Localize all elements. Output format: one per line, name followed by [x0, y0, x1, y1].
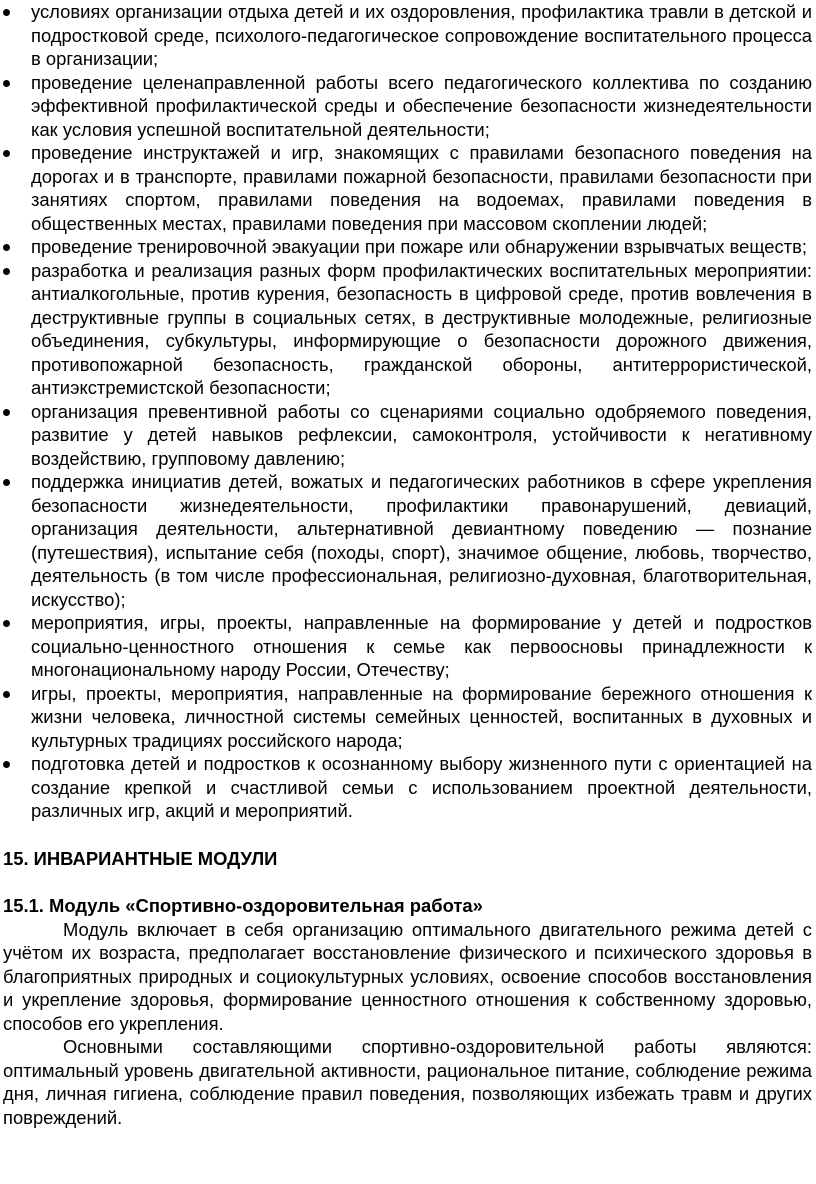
- bullet-icon: [3, 268, 10, 275]
- bullet-icon: [3, 761, 10, 768]
- list-item: [3, 470, 812, 611]
- bullet-icon: [3, 150, 10, 157]
- list-item: [3, 259, 812, 400]
- bullet-icon: [3, 691, 10, 698]
- list-item: [3, 611, 812, 682]
- list-item: [3, 0, 812, 71]
- subsection-heading: 15.1. Модуль «Спортивно-оздоровительная работа»: [3, 895, 483, 916]
- bullet-icon: [3, 9, 10, 16]
- list-item-text: проведение целенаправленной работы всего педагогического коллектива по созданию эффективной профилактической среды и обеспечение безопасности жизнедеятельности как условия успешной воспитательной деятельности;: [31, 71, 812, 140]
- list-item-text: проведение тренировочной эвакуации при пожаре или обнаружении взрывчатых веществ;: [31, 236, 807, 257]
- list-item-text: подготовка детей и подростков к осознанному выбору жизненного пути с ориентацией на создание крепкой и счастливой семьи с использованием проектной деятельности, различных игр, акций и мероприятий.: [31, 753, 812, 821]
- bullet-icon: [3, 80, 10, 87]
- section-heading: 15. ИНВАРИАНТНЫЕ МОДУЛИ: [3, 847, 278, 869]
- body-paragraph: Основными составляющими спортивно-оздоровительной работы являются: оптимальный уровень двигательной активности, рациональное питание, соблюдение режима дня, личная гигиена, соблюдение правил поведения, позволяющих избежать травм и других повреждений.: [3, 1036, 812, 1128]
- list-item-text: условиях организации отдыха детей и их оздоровления, профилактика травли в детской и подростковой среде, психолого-педагогическое сопровождение воспитательного процесса в организации;: [31, 1, 812, 69]
- list-item: [3, 235, 812, 259]
- list-item: [3, 682, 812, 753]
- list-item-text: поддержка инициатив детей, вожатых и педагогических работников в сфере укрепления безопасности жизнедеятельности, профилактики правонарушений, девиаций, организация деятельности, альтернативной девиантному поведению — познание (путешествия), испытание себя (походы, спорт), значимое общение, любовь, творчество, деятельность (в том числе профессиональная, религиозно-духовная, благотворительная, искусство);: [31, 471, 812, 610]
- list-item: [3, 141, 812, 235]
- list-item-text: игры, проекты, мероприятия, направленные на формирование бережного отношения к жизни человека, личностной системы семейных ценностей, воспитанных в духовных и культурных традициях российского народа;: [31, 682, 812, 751]
- list-item: [3, 752, 812, 823]
- list-item: [3, 71, 812, 142]
- list-item-text: мероприятия, игры, проекты, направленные на формирование у детей и подростков социально-ценностного отношения к семье как первоосновы принадлежности к многонациональному народу России, Отечеству;: [31, 612, 812, 680]
- body-paragraph: Модуль включает в себя организацию оптимального двигательного режима детей с учётом их возраста, предполагает восстановление физического и психического здоровья в благоприятных природных и социокультурных условиях, освоение способов восстановления и укрепление здоровья, формирование ценностного отношения к собственному здоровью, способов его укрепления.: [3, 918, 812, 1034]
- bullet-icon: [3, 409, 10, 416]
- list-item-text: проведение инструктажей и игр, знакомящих с правилами безопасного поведения на дорогах и в транспорте, правилами пожарной безопасности, правилами безопасности при занятиях спортом, правилами поведения на водоемах, правилами поведения в общественных местах, правилами поведения при массовом скоплении людей;: [31, 142, 812, 234]
- bullet-icon: [3, 479, 10, 486]
- bullet-icon: [3, 620, 10, 627]
- list-item: [3, 400, 812, 471]
- bullet-icon: [3, 244, 10, 251]
- list-item-text: организация превентивной работы со сценариями социально одобряемого поведения, развитие у детей навыков рефлексии, самоконтроля, устойчивости к негативному воздействию, групповому давлению;: [31, 400, 812, 469]
- bullet-list: [3, 0, 812, 823]
- list-item-text: разработка и реализация разных форм профилактических воспитательных мероприятии: антиалкогольные, против курения, безопасность в цифровой среде, против вовлечения в деструктивные группы в социальных сетях, в деструктивные молодежные, религиозные объединения, субкультуры, информирующие о безопасности дорожного движения, противопожарной безопасность, гражданской обороны, антитеррористической, антиэкстремистской безопасности;: [31, 259, 812, 398]
